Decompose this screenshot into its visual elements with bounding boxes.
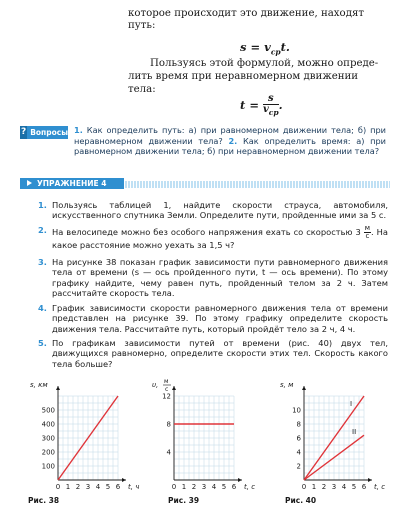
exercise-item-1: 1. Пользуясь таблицей 1, найдите скорости страуса, автомобиля, искусственного спутника Земли. Определите пути, пройденные ими за 5 с. [38, 200, 388, 221]
y-tick-label: 10 [292, 406, 301, 415]
paragraph-line-2: лить время при неравномерном движении [128, 71, 359, 82]
x-tick-label: 0 [55, 483, 61, 491]
y-axis-arrow [172, 386, 176, 390]
question-mark-icon: ? [20, 127, 27, 137]
figure-38-caption: Рис. 38 [28, 496, 60, 505]
x-tick-label: 2 [191, 483, 197, 491]
x-tick-label: 5 [221, 483, 227, 491]
y-axis-arrow [302, 386, 306, 390]
y-axis-unit-numerator: м [164, 378, 169, 385]
y-tick-label: 12 [162, 392, 171, 401]
x-axis-arrow [122, 478, 126, 482]
y-axis-label: s, м [280, 381, 294, 389]
y-axis-arrow [56, 386, 60, 390]
x-tick-label: 6 [231, 483, 237, 491]
questions-badge: ? Вопросы [20, 127, 68, 137]
figure-39-caption: Рис. 39 [168, 496, 200, 505]
y-tick-label: 4 [166, 448, 171, 457]
exercise-header [20, 178, 390, 189]
y-tick-label: 8 [296, 420, 301, 429]
y-axis-label: υ, [152, 381, 159, 389]
x-tick-label: 5 [351, 483, 357, 491]
x-tick-label: 3 [85, 483, 91, 491]
intro-line-1: которое происходит это движение, находят [128, 8, 365, 19]
exercise-item-2: 2. На велосипеде можно без особого напряжения ехать со скоростью 3 $\frac{м}{с}$ . На какое расстояние можно уехать за 1,5 ч? [38, 224, 388, 250]
y-tick-label: 2 [296, 462, 301, 471]
exercise-item-4: 4. График зависимости скорости равномерного движения тела от времени представлен на рисунке 39. По этому графику определите скорость движения тела. Рассчитайте путь, который пройдёт тело за 2 ч, 4 ч. [38, 303, 388, 334]
x-tick-label: 2 [321, 483, 327, 491]
paragraph-line-3: тела: [128, 84, 156, 95]
x-tick-label: 1 [181, 483, 187, 491]
y-axis-label: s, км [30, 381, 48, 389]
y-tick-label: 500 [41, 406, 55, 415]
x-tick-label: 4 [95, 483, 101, 491]
exercise-item-3: 3. На рисунке 38 показан график зависимости пути равномерного движения тела от времени (s — ось пройденного пути, t — ось времени). По этому графику найдите, чему равен путь, пройденный телом за 2 ч. Затем рассчитайте скорость тела. [38, 257, 388, 298]
figure-40-caption: Рис. 40 [285, 496, 317, 505]
exercise-item-5: 5. По графикам зависимости путей от времени (рис. 40) двух тел, движущихся равномерно, определите скорости этих тел. Скорость какого тела больше? [38, 338, 388, 369]
x-axis-arrow [238, 478, 242, 482]
x-axis-arrow [368, 478, 372, 482]
figure-40-chart [278, 378, 388, 493]
x-axis-label: t, с [374, 483, 386, 491]
exercise-title-bar: УПРАЖНЕНИЕ 4 [20, 178, 124, 189]
formula-time: t = $\frac{s}{v_{ср}}$ . [240, 93, 283, 117]
series-label-I: I [350, 399, 353, 408]
x-axis-label: t, ч [128, 483, 140, 491]
figure-38-chart [28, 378, 138, 493]
triangle-icon [27, 180, 32, 186]
y-tick-label: 200 [41, 448, 55, 457]
x-tick-label: 6 [115, 483, 121, 491]
y-tick-label: 6 [296, 434, 301, 443]
x-tick-label: 3 [201, 483, 207, 491]
y-tick-label: 400 [41, 420, 55, 429]
y-tick-label: 8 [166, 420, 171, 429]
formula-path: $s = v_{ср}t$. [240, 40, 290, 57]
x-tick-label: 4 [211, 483, 217, 491]
x-tick-label: 2 [75, 483, 81, 491]
series-label-II: II [352, 427, 357, 436]
y-tick-label: 100 [41, 462, 55, 471]
y-tick-label: 300 [41, 434, 55, 443]
questions-text: 1. Как определить путь: а) при равномерном движении тела; б) при неравномерном движении тела? 2. Как определить время: а) при равномерном движении тела; б) при неравномерном движении тела? [74, 125, 386, 156]
paragraph-line-1: Пользуясь этой формулой, можно опреде- [150, 58, 379, 69]
x-tick-label: 0 [301, 483, 307, 491]
x-tick-label: 3 [331, 483, 337, 491]
y-axis-unit-denominator: с [165, 386, 169, 393]
x-tick-label: 6 [361, 483, 367, 491]
x-tick-label: 0 [171, 483, 177, 491]
y-tick-label: 4 [296, 448, 301, 457]
x-tick-label: 4 [341, 483, 347, 491]
x-tick-label: 1 [65, 483, 71, 491]
x-tick-label: 5 [105, 483, 111, 491]
x-axis-label: t, с [244, 483, 256, 491]
intro-line-2: путь: [128, 20, 156, 31]
x-tick-label: 1 [311, 483, 317, 491]
figure-39-chart [150, 378, 260, 493]
